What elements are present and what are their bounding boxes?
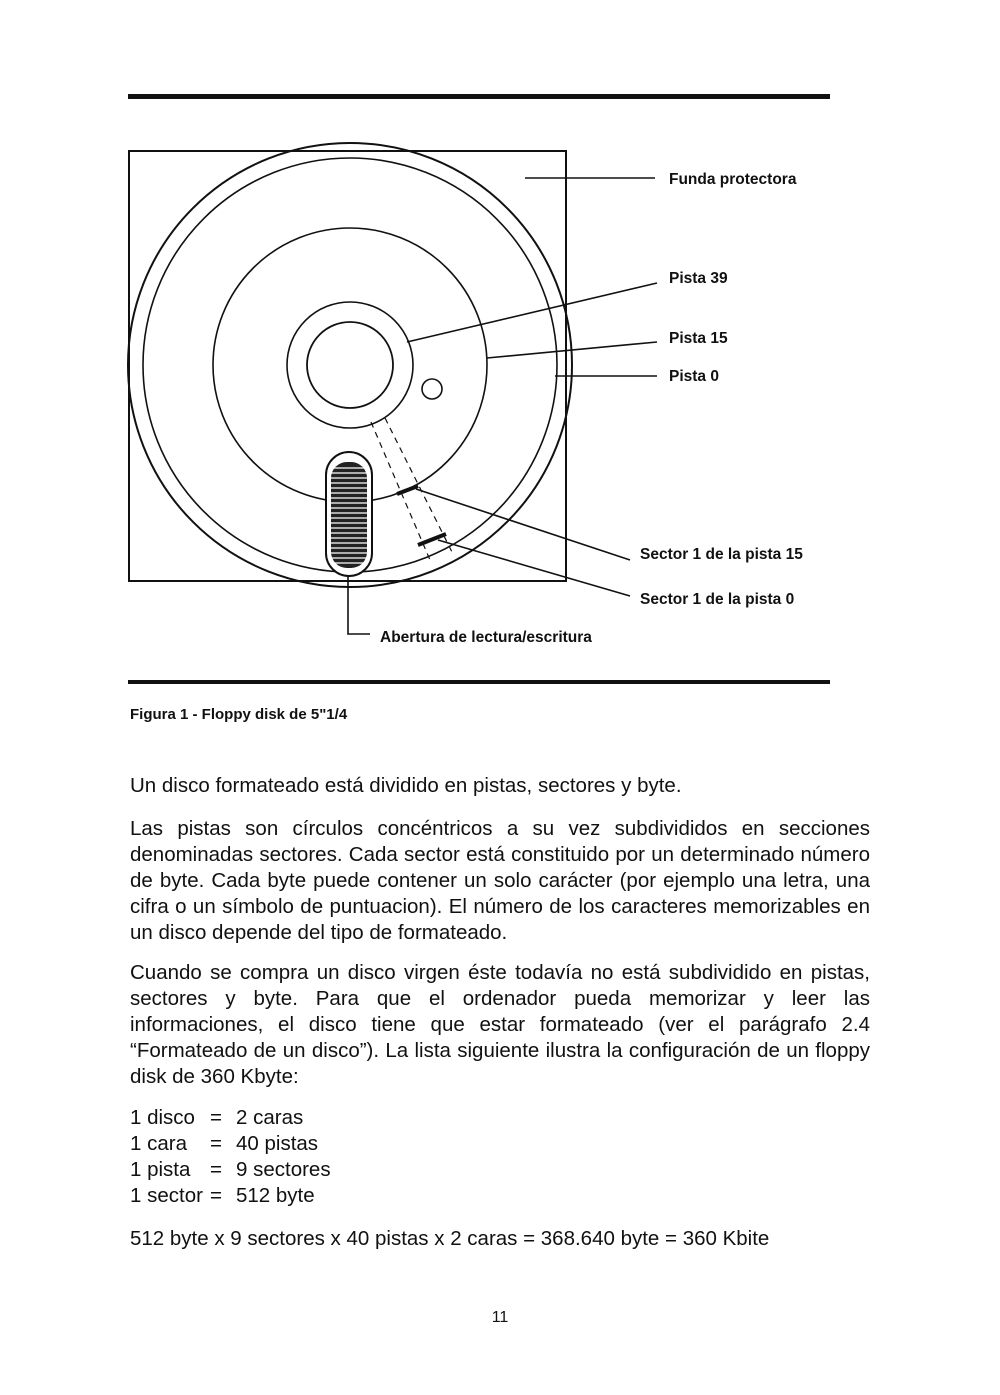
spec-equals: = xyxy=(210,1184,222,1207)
paragraph-2: Las pistas son círculos concéntricos a su vez subdivididos en secciones denominadas sectores. Cada sector está constituido por un determinado número de byte. Cada byte puede contener un solo carácter (por ejemplo una letra, una cifra o un símbolo de puntuacion). El número de los caracteres memorizables en un disco depende del tipo de formateado. xyxy=(130,817,870,944)
sector0-leader xyxy=(438,540,630,596)
label-track-15: Pista 15 xyxy=(669,330,728,347)
spec-left: 1 pista xyxy=(130,1158,191,1181)
track39-leader xyxy=(407,283,657,342)
index-hole xyxy=(422,379,442,399)
spec-right: 2 caras xyxy=(236,1106,304,1129)
spec-right: 512 byte xyxy=(236,1184,315,1207)
label-sector-0: Sector 1 de la pista 0 xyxy=(640,591,795,608)
capacity-formula: 512 byte x 9 sectores x 40 pistas x 2 caras = 368.640 byte = 360 Kbite xyxy=(130,1227,770,1250)
spec-row xyxy=(130,1157,331,1183)
bottom-rule xyxy=(128,680,830,684)
track-39-circle xyxy=(287,302,413,428)
spec-right: 40 pistas xyxy=(236,1132,319,1155)
paragraph-3: Cuando se compra un disco virgen éste todavía no está subdividido en pistas, sectores y byte. Para que el ordenador pueda memorizar y leer las informaciones, el disco tiene que estar formateado (ver el parágrafo 2.4 “Formateado de un disco”). La lista siguiente ilustra la configuración de un floppy disk de 360 Kbyte: xyxy=(130,961,870,1088)
paragraph-1: Un disco formateado está dividido en pistas, sectores y byte. xyxy=(130,774,682,797)
head-window-leader xyxy=(348,576,370,634)
spec-left: 1 cara xyxy=(130,1132,187,1155)
label-sector-15: Sector 1 de la pista 15 xyxy=(640,546,803,563)
figure-caption: Figura 1 - Floppy disk de 5"1/4 xyxy=(130,706,348,723)
spec-equals: = xyxy=(210,1132,222,1155)
read-write-window xyxy=(326,452,372,576)
spec-row xyxy=(130,1131,331,1157)
spec-left: 1 sector xyxy=(130,1184,203,1207)
spec-row xyxy=(130,1183,331,1209)
spec-right: 9 sectores xyxy=(236,1158,331,1181)
spec-equals: = xyxy=(210,1106,222,1129)
spec-row xyxy=(130,1105,331,1131)
page-number: 11 xyxy=(491,1309,509,1326)
spec-equals: = xyxy=(210,1158,222,1181)
floppy-disk-diagram xyxy=(0,0,1000,680)
label-jacket: Funda protectora xyxy=(669,171,797,188)
label-track-0: Pista 0 xyxy=(669,368,719,385)
sector-0-mark xyxy=(418,534,446,545)
disk-spec-list xyxy=(130,1105,331,1209)
spec-left: 1 disco xyxy=(130,1106,195,1129)
sector-15-mark xyxy=(397,486,418,494)
label-track-39: Pista 39 xyxy=(669,270,728,287)
spindle-hole xyxy=(307,322,393,408)
label-head-window: Abertura de lectura/escritura xyxy=(380,629,592,646)
sector15-leader xyxy=(416,489,630,560)
